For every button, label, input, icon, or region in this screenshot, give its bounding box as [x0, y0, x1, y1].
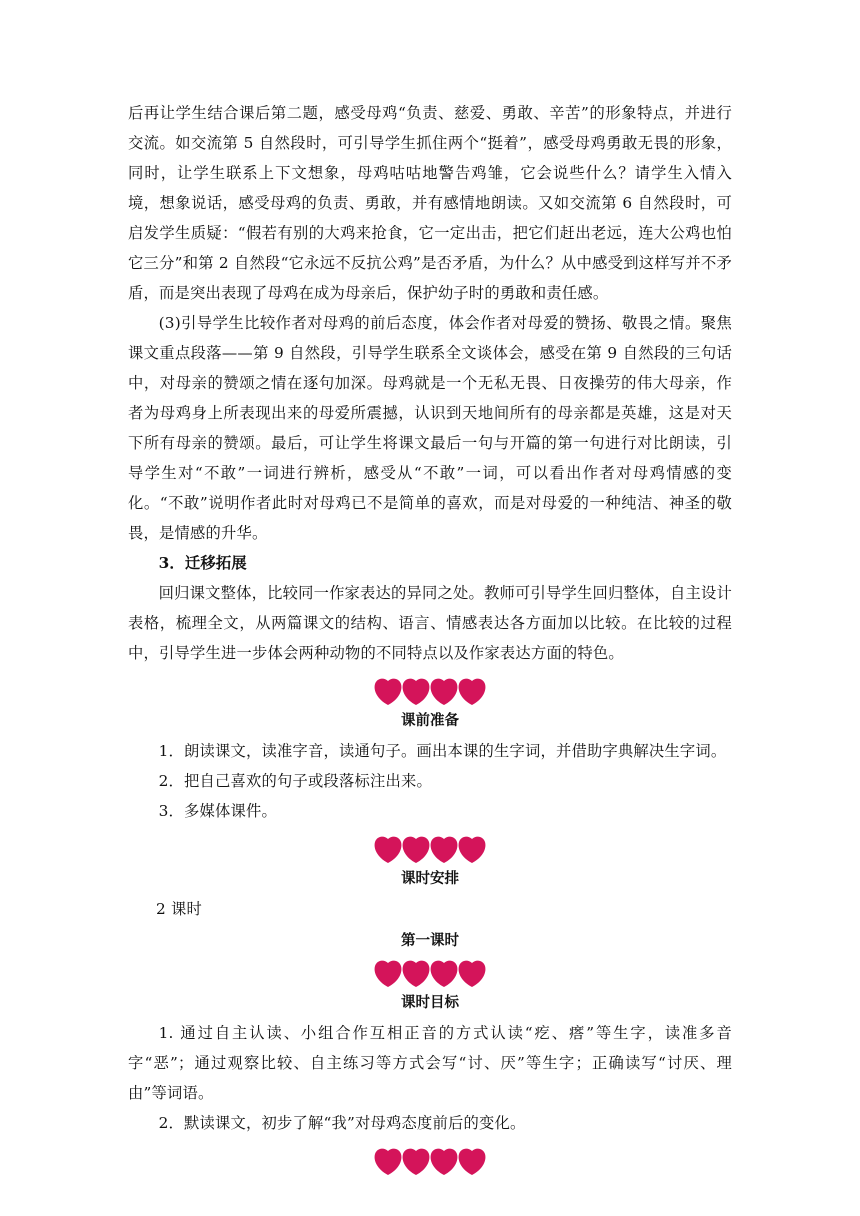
ornament-petal: [459, 961, 486, 987]
ornament-petal: [459, 1149, 486, 1175]
heading-first-lesson: 第一课时: [401, 933, 459, 949]
ornament-petal: [375, 679, 402, 705]
ornament-petal: [431, 961, 458, 987]
ornament-icon: [374, 834, 486, 864]
prep-item: 1．朗读课文，读准字音，读通句子。画出本课的生字词，并借助字典解决生字词。: [158, 742, 727, 760]
ornament-icon: [374, 1146, 486, 1176]
ornament-petal: [403, 961, 430, 987]
paragraph-compare-attitude: (3)引导学生比较作者对母鸡的前后态度，体会作者对母爱的赞扬、敬畏之情。聚焦课文重点段落——第 9 自然段，引导学生联系全文谈体会，感受在第 9 自然段的三句话中，对母亲的赞颂之情在逐句加深。母鸡就是一个无私无畏、日夜操劳的伟大母亲，作者为母鸡身上所表现出来的母爱所震撼，认识到天地间所有的母亲都是英雄，这是对天下所有母亲的赞颂。最后，可让学生将课文最后一句与开篇的第一句进行对比朗读，引导学生对“不敢”一词进行辨析，感受从“不敢”一词，可以看出作者对母鸡情感的变化。“不敢”说明作者此时对母鸡已不是简单的喜欢，而是对母爱的一种纯洁、神圣的敬畏，是情感的升华。: [128, 314, 732, 542]
heading-lesson-goals: 课时目标: [401, 995, 459, 1011]
paragraph-continued: 后再让学生结合课后第二题，感受母鸡“负责、慈爱、勇敢、辛苦”的形象特点，并进行交流。如交流第 5 自然段时，可引导学生抓住两个“挺着”，感受母鸡勇敢无畏的形象，同时，让学生联系上下文想象，母鸡咕咕地警告鸡雏，它会说些什么？请学生入情入境，想象说话，感受母鸡的负责、勇敢，并有感情地朗读。又如交流第 6 自然段时，可启发学生质疑：“假若有别的大鸡来抢食，它一定出击，把它们赶出老远，连大公鸡也怕它三分”和第 2 自然段“它永远不反抗公鸡”是否矛盾，为什么？从中感受到这样写并不矛盾，而是突出表现了母鸡在成为母亲后，保护幼子时的勇敢和责任感。: [128, 104, 732, 302]
paragraph-transfer: 回归课文整体，比较同一作家表达的异同之处。教师可引导学生回归整体，自主设计表格，梳理全文，从两篇课文的结构、语言、情感表达各方面加以比较。在比较的过程中，引导学生进一步体会两种动物的不同特点以及作家表达方面的特色。: [128, 584, 732, 662]
ornament-petal: [459, 837, 486, 863]
ornament-petal: [431, 1149, 458, 1175]
divider-ornament: [128, 958, 732, 988]
ornament-petal: [375, 1149, 402, 1175]
ornament-petal: [375, 837, 402, 863]
prep-item: 3．多媒体课件。: [158, 802, 278, 820]
section-heading-transfer: 3．迁移拓展: [158, 554, 247, 572]
ornament-petal: [403, 837, 430, 863]
goal-item: 1. 通过自主认读、小组合作互相正音的方式认读“疙、瘩”等生字，读准多音字“恶”；通过观察比较、自主练习等方式会写“讨、厌”等生字；正确读写“讨厌、理由”等词语。: [128, 1024, 732, 1102]
divider-ornament: [128, 1146, 732, 1176]
divider-ornament: [128, 676, 732, 706]
ornament-icon: [374, 958, 486, 988]
ornament-icon: [374, 676, 486, 706]
divider-ornament: [128, 834, 732, 864]
heading-preparation: 课前准备: [401, 713, 459, 729]
prep-item: 2．把自己喜欢的句子或段落标注出来。: [158, 772, 432, 790]
ornament-petal: [375, 961, 402, 987]
document-content: [128, 98, 732, 1176]
heading-schedule: 课时安排: [401, 871, 459, 887]
ornament-petal: [431, 837, 458, 863]
goal-item: 2．默读课文，初步了解“我”对母鸡态度前后的变化。: [158, 1114, 526, 1132]
ornament-petal: [459, 679, 486, 705]
ornament-petal: [403, 1149, 430, 1175]
schedule-text: 2 课时: [156, 900, 202, 918]
ornament-petal: [431, 679, 458, 705]
ornament-petal: [403, 679, 430, 705]
